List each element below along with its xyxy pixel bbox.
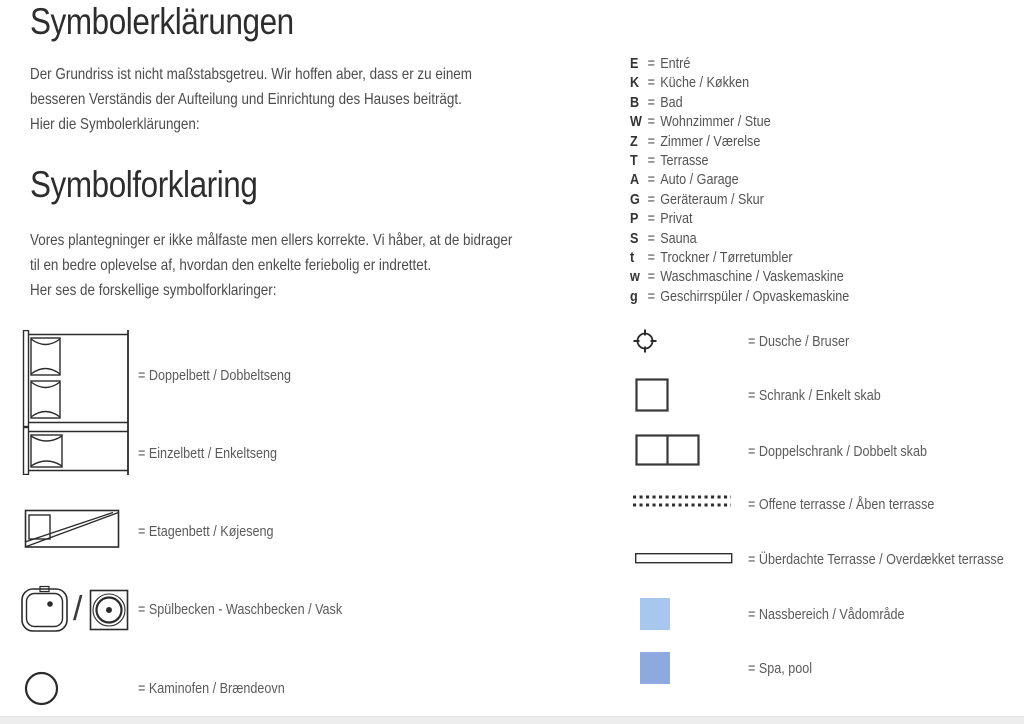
symbol-label: = Nassbereich / Vådområde (748, 606, 905, 623)
room-letter: E (630, 55, 639, 72)
paragraph-line: besseren Verständis der Aufteilung und Einrichtung des Hauses beiträgt. (30, 91, 462, 108)
equals-sign: = (647, 248, 656, 266)
equals-sign: = (647, 74, 656, 92)
legend-row (630, 229, 849, 248)
double-bed-icon (22, 330, 134, 427)
symbol-label: = Kaminofen / Brændeovn (138, 680, 285, 697)
legend-row (630, 209, 849, 228)
spa-pool-swatch (640, 652, 670, 684)
room-letter: B (630, 93, 640, 111)
legend-row (630, 151, 849, 170)
equals-sign: = (647, 113, 656, 131)
legend-row (630, 73, 849, 92)
symbol-label: = Schrank / Enkelt skab (748, 387, 881, 404)
paragraph-line: til en bedre oplevelse af, hvordan den enkelte feriebolig er indrettet. (30, 257, 432, 274)
room-definition: Küche / Køkken (660, 74, 750, 92)
wood-stove-icon (24, 671, 60, 707)
legend-row (630, 93, 849, 112)
symbol-label: = Überdachte Terrasse / Overdækket terrasse (748, 551, 1004, 568)
room-letter: W (630, 113, 642, 131)
paragraph-line: Vores plantegninger er ikke målfaste men ellers korrekte. Vi håber, at de bidrager (30, 232, 513, 249)
symbol-label: = Spa, pool (748, 660, 813, 677)
single-cabinet-icon (635, 378, 669, 412)
paragraph-line: Der Grundriss ist nicht maßstabsgetreu. Wir hoffen aber, dass er zu einem (30, 66, 472, 83)
equals-sign: = (647, 171, 656, 189)
symbol-label: = Doppelschrank / Dobbelt skab (748, 443, 927, 460)
symbol-label: = Offene terrasse / Åben terrasse (748, 496, 935, 513)
symbol-label: = Einzelbett / Enkeltseng (138, 445, 278, 462)
legend-row (630, 132, 849, 151)
room-letter: S (630, 229, 639, 247)
room-letter-legend (630, 54, 849, 306)
legend-row (630, 267, 849, 286)
equals-sign: = (647, 151, 656, 169)
room-definition: Waschmaschine / Vaskemaskine (660, 268, 844, 286)
shower-icon (631, 327, 659, 355)
room-letter: g (630, 287, 638, 305)
slash-separator: / (73, 590, 83, 628)
legend-row (630, 190, 849, 209)
equals-sign: = (647, 190, 656, 208)
room-definition: Geschirrspüler / Opvaskemaskine (660, 287, 850, 305)
room-definition: Geräteraum / Skur (660, 190, 764, 208)
equals-sign: = (647, 132, 656, 150)
equals-sign: = (647, 229, 656, 247)
wet-area-swatch (640, 598, 670, 630)
legend-row (630, 112, 849, 131)
room-letter: t (630, 248, 635, 266)
legend-row (630, 287, 849, 306)
intro-paragraph-danish (30, 228, 512, 303)
paragraph-line: Her ses de forskellige symbolforklaringer: (30, 282, 277, 299)
room-definition: Terrasse (660, 151, 709, 169)
room-letter: Z (630, 132, 638, 150)
equals-sign: = (647, 93, 656, 111)
equals-sign: = (647, 268, 656, 286)
equals-sign: = (647, 55, 656, 72)
symbol-label: = Doppelbett / Dobbeltseng (138, 367, 292, 384)
single-bed-icon (22, 427, 134, 475)
room-definition: Bad (660, 93, 683, 111)
page-bottom-edge (0, 716, 1024, 724)
washbasin-icon (89, 589, 129, 631)
room-letter: w (630, 268, 640, 286)
symbol-label: = Spülbecken - Waschbecken / Vask (138, 601, 343, 618)
double-cabinet-icon (635, 434, 700, 466)
room-definition: Trockner / Tørretumbler (660, 248, 793, 266)
legend-row (630, 248, 849, 267)
paragraph-line: Hier die Symbolerklärungen: (30, 116, 200, 133)
room-definition: Privat (660, 210, 693, 228)
room-letter: G (630, 190, 640, 208)
room-definition: Sauna (660, 229, 697, 247)
room-definition: Zimmer / Værelse (660, 132, 761, 150)
room-letter: A (630, 171, 640, 189)
room-letter: K (630, 74, 640, 92)
room-letter: T (630, 151, 638, 169)
kitchen-sink-icon (20, 585, 70, 633)
legend-row (630, 54, 849, 73)
page-title-danish: Symbolforklaring (30, 164, 258, 205)
room-definition: Wohnzimmer / Stue (660, 113, 771, 131)
symbol-label: = Dusche / Bruser (748, 333, 850, 350)
room-definition: Entré (660, 55, 691, 72)
equals-sign: = (647, 287, 656, 305)
equals-sign: = (647, 210, 656, 228)
symbol-label: = Etagenbett / Køjeseng (138, 523, 274, 540)
open-terrace-icon (633, 494, 733, 509)
page-title-german: Symbolerklärungen (30, 1, 294, 42)
legend-row (630, 170, 849, 189)
intro-paragraph-german (30, 62, 472, 137)
covered-terrace-icon (635, 553, 733, 564)
bunk-bed-icon (24, 509, 120, 549)
room-definition: Auto / Garage (660, 171, 739, 189)
room-letter: P (630, 210, 639, 228)
